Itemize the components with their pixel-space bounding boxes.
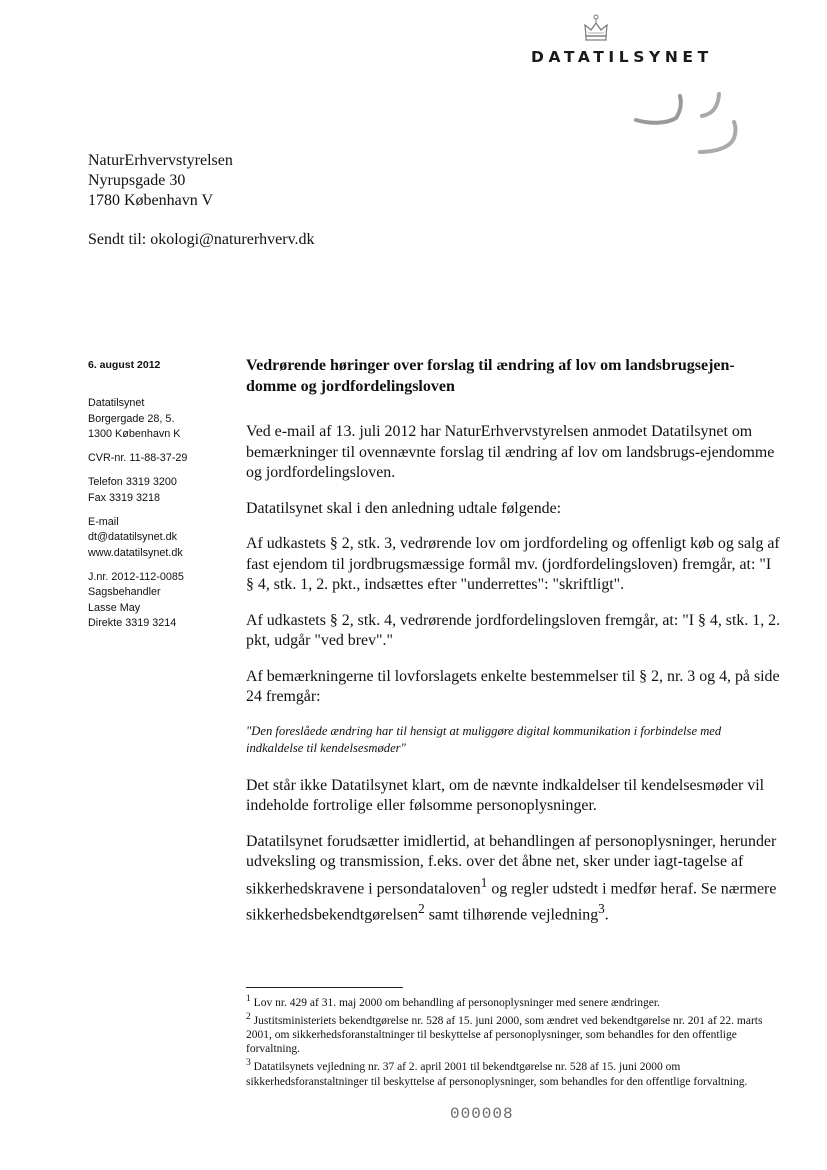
footnote-text: Justitsministeriets bekendtgørelse nr. 528 af 15. juni 2000, som ændret ved bekendtgørelse nr. 201 af 22. marts 2001, om sikkerhedsforanstaltninger til beskyttelse af personoplysninger, som behandles for den offentlige forvaltning.	[246, 1014, 763, 1056]
recipient-line: 1780 København V	[88, 192, 214, 209]
footnote	[246, 1056, 781, 1088]
body-paragraph: Datatilsynet skal i den anledning udtale følgende:	[246, 499, 562, 517]
sidebar-line: Borgergade 28, 5.	[88, 412, 175, 425]
footnote-ref: 1	[480, 874, 488, 890]
body-paragraph	[246, 832, 781, 927]
sender-address	[88, 396, 238, 442]
footnotes	[246, 992, 781, 1089]
sidebar-line: Datatilsynet	[88, 397, 145, 410]
letter-body	[246, 356, 781, 941]
recipient-line: NaturErhvervstyrelsen	[88, 152, 233, 169]
logo-text: DATATILSYNET	[531, 48, 713, 66]
text-run: og regler udstedt i medfør heraf. Se nærmere sikkerhedsbekendtgørelsen	[246, 879, 777, 924]
cvr-number: CVR-nr. 11-88-37-29	[88, 452, 188, 465]
footnote-number: 1	[246, 993, 251, 1004]
footnote-text: Lov nr. 429 af 31. maj 2000 om behandling af personoplysninger med senere ændringer.	[253, 996, 660, 1009]
sender-sidebar	[88, 358, 238, 640]
recipient-address	[88, 151, 233, 211]
letter-date: 6. august 2012	[88, 359, 161, 371]
body-paragraph: Ved e-mail af 13. juli 2012 har NaturErhvervstyrelsen anmodet Datatilsynet om bemærkninger til ovennævnte forslag til ændring af lov om landsbrugs-ejendomme og jordfordelingsloven.	[246, 423, 775, 481]
sidebar-line: Fax 3319 3218	[88, 491, 161, 504]
footnote	[246, 992, 781, 1010]
footnote-text: Datatilsynets vejledning nr. 37 af 2. april 2001 til bekendtgørelse nr. 528 af 15. juni 2000 om sikkerhedsforanstaltninger til beskyttelse af personoplysninger, som behandles for den offentlige forvaltning.	[246, 1061, 748, 1088]
page-number: 000008	[450, 1105, 514, 1123]
sidebar-line: Lasse May	[88, 601, 141, 614]
crown-icon	[583, 14, 609, 44]
body-paragraph: Af udkastets § 2, stk. 3, vedrørende lov om jordfordeling og offenligt køb og salg af fast ejendom til jordbrugsmæssige formål mv. (jordfordelingsloven) fremgår, at: "I § 4, stk. 1, 2. pkt., indsættes efter "underrettes": "skriftligt".	[246, 535, 780, 593]
footnote	[246, 1010, 781, 1056]
sidebar-line: J.nr. 2012-112-0085	[88, 570, 184, 583]
quotation: "Den foreslåede ændring har til hensigt at muliggøre digital kommunikation i forbindelse med indkaldelse til kendelsesmøder"	[246, 723, 722, 755]
sidebar-line: 1300 København K	[88, 427, 181, 440]
sidebar-line: Direkte 3319 3214	[88, 616, 177, 629]
sidebar-line: Sagsbehandler	[88, 586, 161, 599]
footnote-number: 2	[246, 1011, 251, 1023]
letter-title: Vedrørende høringer over forslag til ændring af lov om landsbrugsejen-domme og jordfordelingsloven	[246, 357, 735, 395]
body-paragraph: Af bemærkningerne til lovforslagets enkelte bestemmelser til § 2, nr. 3 og 4, på side 24 fremgår:	[246, 667, 780, 705]
received-stamp-marks	[632, 82, 742, 162]
sent-to: Sendt til: okologi@naturerhverv.dk	[88, 231, 315, 248]
footnote-divider	[246, 987, 403, 988]
body-paragraph: Af udkastets § 2, stk. 4, vedrørende jordfordelingsloven fremgår, at: "I § 4, stk. 1, 2. pkt, udgår "ved brev"."	[246, 611, 781, 649]
website-link: www.datatilsynet.dk	[88, 546, 183, 559]
recipient-line: Nyrupsgade 30	[88, 172, 186, 189]
sidebar-line: Telefon 3319 3200	[88, 476, 177, 489]
text-run: .	[604, 906, 609, 924]
footnote-ref: 3	[598, 901, 605, 917]
email-link: dt@datatilsynet.dk	[88, 531, 177, 544]
footnote-ref: 2	[418, 901, 425, 917]
case-info	[88, 570, 238, 631]
contact-info	[88, 515, 238, 561]
phone-info	[88, 475, 238, 506]
footnote-number: 3	[246, 1057, 251, 1069]
sidebar-line: E-mail	[88, 516, 119, 529]
body-paragraph: Det står ikke Datatilsynet klart, om de nævnte indkaldelser til kendelsesmøder vil indeholde fortrolige eller følsomme personoplysninger.	[246, 776, 765, 814]
text-run: Datatilsynet forudsætter imidlertid, at behandlingen af personoplysninger, herunder udveksling og transmission, f.eks. over det åbne net, sker under iagt-tagelse af sikkerhedskravene i persondataloven	[246, 832, 777, 897]
text-run: samt tilhørende vejledning	[424, 906, 599, 924]
